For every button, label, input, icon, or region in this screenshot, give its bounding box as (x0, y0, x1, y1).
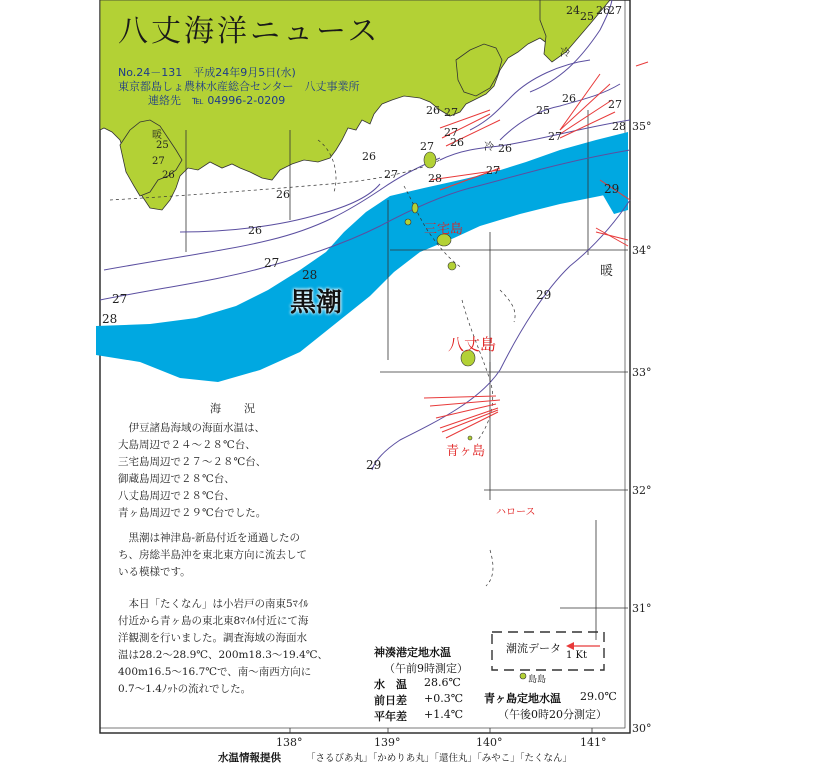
kuroshio-label: 黒潮 (290, 288, 343, 318)
isotherm-label: 24 (566, 4, 580, 17)
isotherm-label: 27 (608, 98, 622, 111)
report-paragraph-2: 黒潮は神津島-新島付近を通過したの ち、房総半島沖を東北東方向に流去して いる模様です。 (118, 532, 307, 578)
isotherm-label: 27 (608, 4, 622, 17)
kouminato-title: 神湊港定地水温 (374, 646, 451, 659)
isotherm-label: 28 (428, 172, 442, 185)
legend-arrowhead (566, 642, 574, 650)
aogashima-time: （午後0時20分測定） (498, 708, 607, 721)
isotherm-label: 26 (498, 142, 512, 155)
lat-label: 33° (632, 366, 652, 379)
footer-label: 水温情報提供 (218, 752, 281, 764)
lat-label: 34° (632, 244, 652, 257)
cold-water-label-2: 冷 (484, 142, 494, 153)
isotherm-label: 27 (112, 292, 128, 306)
lon-label: 139° (374, 736, 401, 749)
legend-title: 潮流データ (506, 642, 561, 655)
contact-line: 連絡先 ℡ 04996-2-0209 (148, 94, 286, 107)
lat-label: 32° (632, 484, 652, 497)
isotherm-label: 27 (420, 140, 434, 153)
isotherm-label: 29 (366, 458, 382, 472)
lat-label: 35° (632, 120, 652, 133)
report-heading: 海 況 (210, 402, 261, 415)
isotherm-label: 26 (450, 136, 464, 149)
isotherm-label: 26 (596, 4, 610, 17)
isotherm-label: 27 (444, 126, 458, 139)
stat-value: 28.6℃ (424, 676, 461, 689)
isotherm-label: 28 (612, 120, 626, 133)
isotherm-label: 27 (264, 256, 280, 270)
isotherm-label: 27 (384, 168, 398, 181)
stat-label: 平年差 (374, 710, 407, 723)
isotherm-label: 26 (248, 224, 262, 237)
isotherm-label: 25 (156, 140, 169, 151)
isotherm-label: 26 (426, 104, 440, 117)
legend-station: 島島 (528, 675, 547, 685)
report-paragraph-3: 本日「たくなん」は小岩戸の南東5ﾏｲﾙ 付近から青ヶ島の東北東8ﾏｲﾙ付近にて海 洋観測を行いました。調査海域の海面水 温は28.2～28.9℃、200m18.3～19.4℃、 400m16.5～16.7℃で、南～南西方向に 0.7～1.4ﾉｯﾄの流れでした。 (118, 598, 329, 695)
kouminato-time: （午前9時測定） (384, 662, 468, 675)
island-label-miyake: 三宅島 (424, 222, 464, 237)
isotherm-label: 25 (536, 104, 550, 117)
isotherm-label: 26 (562, 92, 576, 105)
axis-ticks (290, 728, 592, 733)
isotherm-label: 27 (486, 164, 500, 177)
lat-label: 30° (632, 722, 652, 735)
legend-scale: 1 Kt (566, 650, 588, 661)
isotherm-label: 25 (580, 10, 594, 23)
isotherm-label: 28 (102, 312, 118, 326)
stat-label: 水 温 (374, 678, 407, 691)
lat-label: 31° (632, 602, 652, 615)
isotherm-label: 26 (162, 170, 175, 181)
stat-label: 前日差 (374, 694, 407, 707)
island-label-hachijo: 八丈島 (448, 335, 497, 354)
aogashima-title: 青ヶ島定地水温 (484, 692, 561, 705)
lon-label: 140° (476, 736, 503, 749)
issue-line: No.24－131 平成24年9月5日(水) (118, 66, 296, 79)
page-title: 八丈海洋ニュース (118, 14, 381, 49)
isotherm-label: 27 (152, 156, 165, 167)
isotherm-label: 26 (276, 188, 290, 201)
footer-sources: 「さるびあ丸」「かめりあ丸」「還住丸」「みやこ」「たくなん」 (306, 753, 573, 764)
island-label-aogashima: 青ヶ島 (446, 444, 486, 459)
warm-water-label-2: 暖 (152, 130, 162, 141)
isotherm-label: 27 (444, 106, 458, 119)
report-paragraph-1: 伊豆諸島海域の海面水温は、 大島周辺で２４～２８℃台、 三宅島周辺で２７～２８℃台、 御蔵島周辺で２８℃台、 八丈島周辺で２８℃台、 青ヶ島周辺で２９℃台でした。 (118, 422, 267, 519)
aogashima-value: 29.0℃ (580, 690, 617, 703)
cold-water-label: 冷 (560, 48, 570, 59)
warm-water-label: 暖 (600, 264, 614, 279)
org-line: 東京都島しょ農林水産総合センター 八丈事業所 (118, 80, 360, 93)
isotherm-label: 26 (362, 150, 376, 163)
lon-label: 138° (276, 736, 303, 749)
point-label-harose: ハロース (496, 507, 536, 518)
isotherm-label: 28 (302, 268, 318, 282)
stat-value: +0.3℃ (424, 692, 464, 705)
stat-value: +1.4℃ (424, 708, 464, 721)
isotherm-label: 29 (604, 182, 620, 196)
isotherm-label: 29 (536, 288, 552, 302)
isotherm-label: 27 (548, 130, 562, 143)
lon-label: 141° (580, 736, 607, 749)
